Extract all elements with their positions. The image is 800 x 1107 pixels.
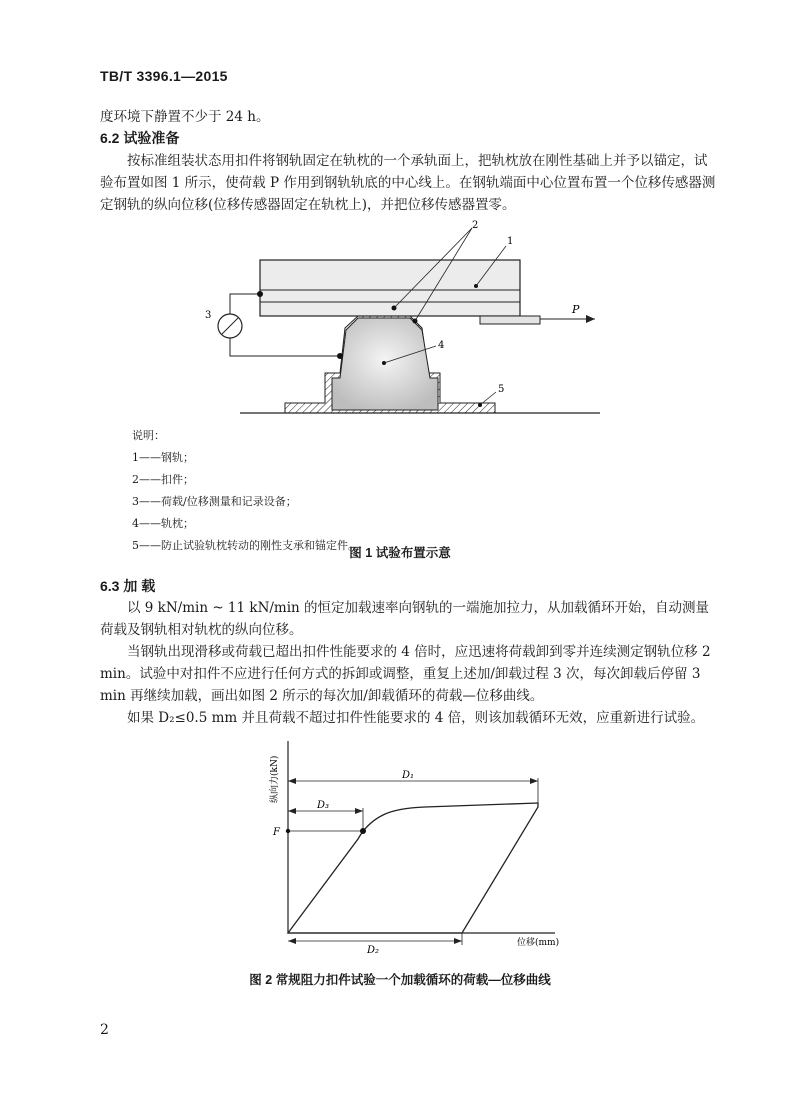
d1-label: D₁ [402,770,415,781]
load-p-label: P [572,303,580,316]
d2-arrow-left [288,938,296,944]
d3-label: D₃ [317,800,330,811]
rail-body [260,260,520,316]
f-label: F [273,827,280,838]
figure-1-legend-item: 3——荷载/位移测量和记录设备； [132,495,297,508]
f-axis-point [286,829,290,833]
wire-lower [230,338,340,356]
section-6-2-title: 6.2 试验准备 [100,130,180,146]
d3-arrow-left [288,808,296,814]
figure-1-legend-item: 4——轨枕； [132,517,194,530]
rail-foot-extension [480,316,540,324]
figure-2-caption: 图 2 常规阻力扣件试验一个加载循环的荷载—位移曲线 [249,973,551,987]
figure-1-caption: 图 1 试验布置示意 [349,546,451,560]
sensor-point-rail [257,291,263,297]
label-3: 3 [205,310,212,321]
continued-paragraph: 度环境下静置不少于 24 h。 [100,109,270,125]
figure-2-load-displacement-curve [255,733,575,965]
d3-arrow-right [355,808,363,814]
label-1: 1 [507,236,514,247]
figure-1-legend-item: 2——扣件； [132,473,194,486]
x-axis-label: 位移(mm) [517,938,560,948]
load-displacement-loop [288,803,538,933]
d2-label: D₂ [367,945,380,956]
page-number: 2 [100,1022,109,1038]
figure-1-legend-title: 说明： [132,429,165,442]
d2-arrow-right [454,938,462,944]
d1-arrow-right [530,778,538,784]
sensor-point-sleeper [337,353,343,359]
section-6-2-paragraph: 按标准组装状态用扣件将钢轨固定在轨枕的一个承轨面上，把轨枕放在刚性基础上并予以锚定，试验布置如图 1 所示，使荷载 P 作用到钢轨轨底的中心线上。在钢轨端面中心位置布置一个位移传感器测定钢轨的纵向位移(位移传感器固定在轨枕上)，并把位移传感器置零。 [100,153,716,213]
figure-1-legend-item: 1——钢轨； [132,451,194,464]
label-4: 4 [438,340,445,351]
figure-1-test-layout [200,218,620,418]
figure-1-legend-item: 5——防止试验轨枕转动的刚性支承和锚定件。 [132,539,359,552]
y-axis-label: 纵向力(kN) [270,755,280,803]
section-6-3-paragraph-2: 当钢轨出现滑移或荷载已超出扣件性能要求的 4 倍时，应迅速将荷载卸到零并连续测定钢轨位移 2 min。试验中对扣件不应进行任何方式的拆卸或调整，重复上述加/卸载过程 3 次，每次卸载后停留 3 min 再继续加载，画出如图 2 所示的每次加/卸载循环的荷载—位移曲线。 [100,644,711,704]
load-arrowhead [586,315,595,323]
section-6-3-title: 6.3 加 载 [100,578,156,594]
standard-code-header: TB/T 3396.1—2015 [100,68,228,84]
d1-arrow-left [288,778,296,784]
wire-upper [230,294,260,314]
label-5: 5 [498,384,505,395]
label-2: 2 [472,220,479,231]
section-6-3-paragraph-3: 如果 D₂≤0.5 mm 并且荷载不超过扣件性能要求的 4 倍，则该加载循环无效，应重新进行试验。 [127,710,705,726]
f-curve-point [360,828,366,834]
section-6-3-paragraph-1: 以 9 kN/min ~ 11 kN/min 的恒定加载速率向钢轨的一端施加拉力，从加载循环开始，自动测量荷载及钢轨相对轨枕的纵向位移。 [100,600,710,638]
